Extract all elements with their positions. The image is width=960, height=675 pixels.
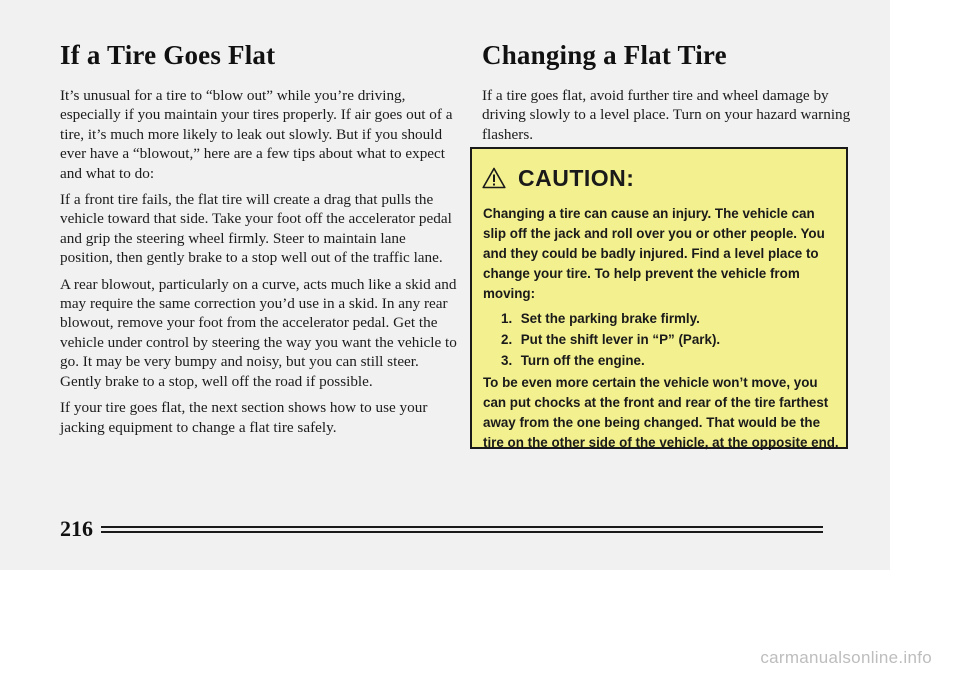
step-text: Set the parking brake firmly.: [520, 311, 700, 326]
list-item: [501, 350, 839, 371]
paragraph: It’s unusual for a tire to “blow out” while you’re driving, especially if you maintain your tires properly. If air goes out of a tire, it’s much more likely to leak out slowly. But if you should ever have a “blowout,” here are a few tips about what to expect and what to do:: [60, 87, 453, 182]
list-item: [501, 308, 839, 329]
caution-text: Changing a tire can cause an injury. The vehicle can slip off the jack and roll over you or other people. You and they could be badly injured. Find a level place to change your tire. To help prevent the vehicle from moving:: [483, 206, 825, 301]
caution-closing: To be even more certain the vehicle won’t move, you can put chocks at the front and rear of the tire farthest away from the one being changed. That would be the tire on the other side of the vehicle, at the opposite end.: [483, 375, 839, 450]
page-footer: [60, 516, 823, 542]
paragraph: If your tire goes flat, the next section shows how to use your jacking equipment to change a flat tire safely.: [60, 399, 428, 436]
caution-box: [470, 147, 848, 449]
page-number: 216: [60, 516, 93, 541]
caution-header: [482, 163, 634, 193]
section-title-changing-tire: Changing a Flat Tire: [482, 40, 727, 70]
section-title-flat-tire: If a Tire Goes Flat: [60, 40, 276, 70]
caution-body: [483, 204, 839, 453]
paragraph: A rear blowout, particularly on a curve, acts much like a skid and may require the same correction you’d use in a skid. In any rear blowout, remove your foot from the accelerator pedal. Get the vehicle under control by steering the way you want the vehicle to go. It may be very bumpy and noisy, but you can still steer. Gently brake to a stop, well off the road if possible.: [60, 275, 457, 390]
step-number: 1.: [501, 311, 513, 326]
list-item: [501, 329, 839, 350]
left-body: [60, 86, 460, 444]
warning-triangle-icon: [482, 167, 506, 189]
step-number: 3.: [501, 353, 513, 368]
footer-rule: [101, 526, 823, 533]
intro-paragraph: If a tire goes flat, avoid further tire and wheel damage by driving slowly to a level place. Turn on your hazard warning flashers.: [482, 87, 851, 143]
step-text: Turn off the engine.: [520, 353, 645, 368]
step-number: 2.: [501, 332, 513, 347]
paragraph: If a front tire fails, the flat tire will create a drag that pulls the vehicle toward that side. Take your foot off the accelerator pedal and grip the steering wheel firmly. Steer to maintain lane position, then gently brake to a stop well out of the traffic lane.: [60, 191, 452, 267]
step-text: Put the shift lever in “P” (Park).: [520, 332, 721, 347]
caution-heading: CAUTION:: [518, 164, 635, 191]
caution-steps: [483, 308, 839, 371]
watermark-text: carmanualsonline.info: [760, 648, 932, 667]
right-body: [482, 86, 852, 151]
